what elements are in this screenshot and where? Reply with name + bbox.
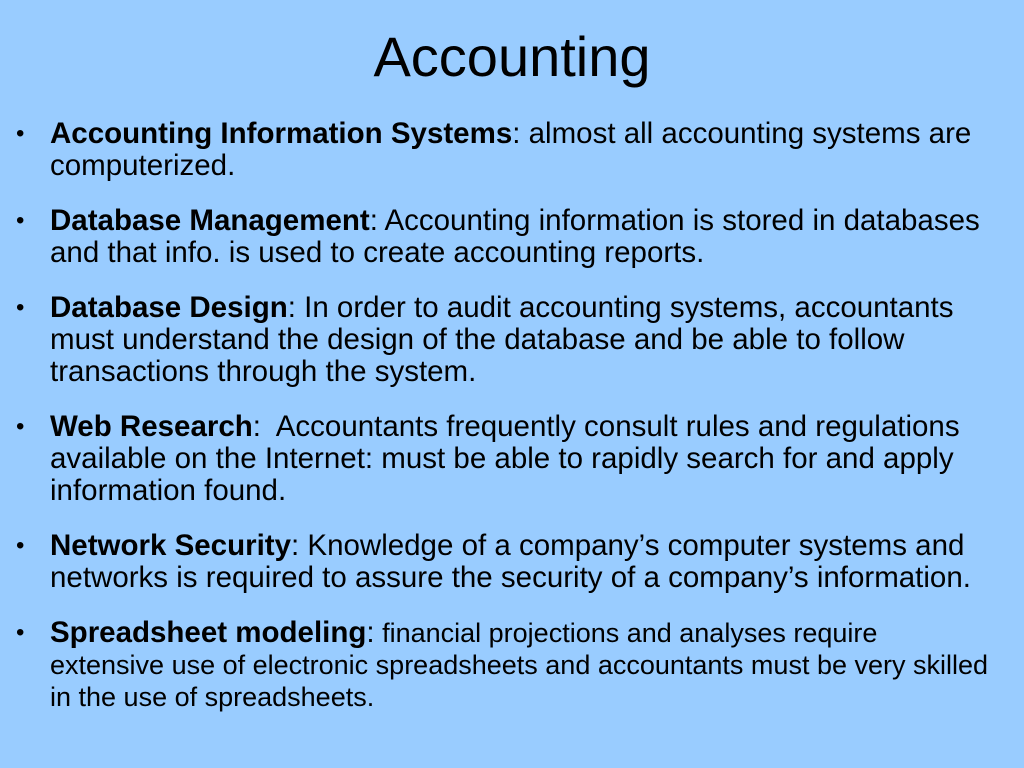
bullet-icon: • [16,120,25,147]
slide-title: Accounting [373,25,651,88]
bullet-term: Database Management [50,204,370,237]
bullet-icon: • [16,294,25,321]
bullet-list [0,118,1024,713]
bullet-description: Accountants frequently consult rules and regulations available on the Internet: must be able to rapidly search for and apply information found. [50,410,968,507]
bullet-separator: : [287,291,296,324]
bullet-item-web-research [0,411,1024,507]
bullet-separator: : [291,529,300,562]
bullet-term: Accounting Information Systems [50,117,513,150]
bullet-separator: : [369,204,378,237]
bullet-separator: : [252,410,261,443]
bullet-icon: • [16,532,25,559]
bullet-icon: • [16,207,25,234]
bullet-icon: • [16,413,25,440]
bullet-icon: • [16,619,25,646]
bullet-description: Accounting information is stored in databases and that info. is used to create accounting reports. [50,204,980,269]
bullet-term: Web Research [50,410,253,443]
bullet-description: financial projections and analyses require extensive use of electronic spreadsheets and accountants must be very skilled in the use of spreadsheets. [50,618,989,712]
bullet-term: Database Design [50,291,288,324]
bullet-description: In order to audit accounting systems, accountants must understand the design of the database and be able to follow transactions through the system. [50,291,954,388]
bullet-item-database-design [0,292,1024,388]
bullet-item-spreadsheet-modeling [0,617,1024,713]
bullet-term: Network Security [50,529,291,562]
bullet-separator: : [366,616,375,649]
bullet-item-network-security [0,530,1024,594]
bullet-term: Spreadsheet modeling [50,616,367,649]
bullet-item-database-management [0,205,1024,269]
bullet-separator: : [512,117,521,150]
bullet-item-accounting-information-systems [0,118,1024,182]
bullet-description: almost all accounting systems are computerized. [50,117,972,182]
bullet-description: Knowledge of a company’s computer systems and networks is required to assure the security of a company’s information. [50,529,971,594]
